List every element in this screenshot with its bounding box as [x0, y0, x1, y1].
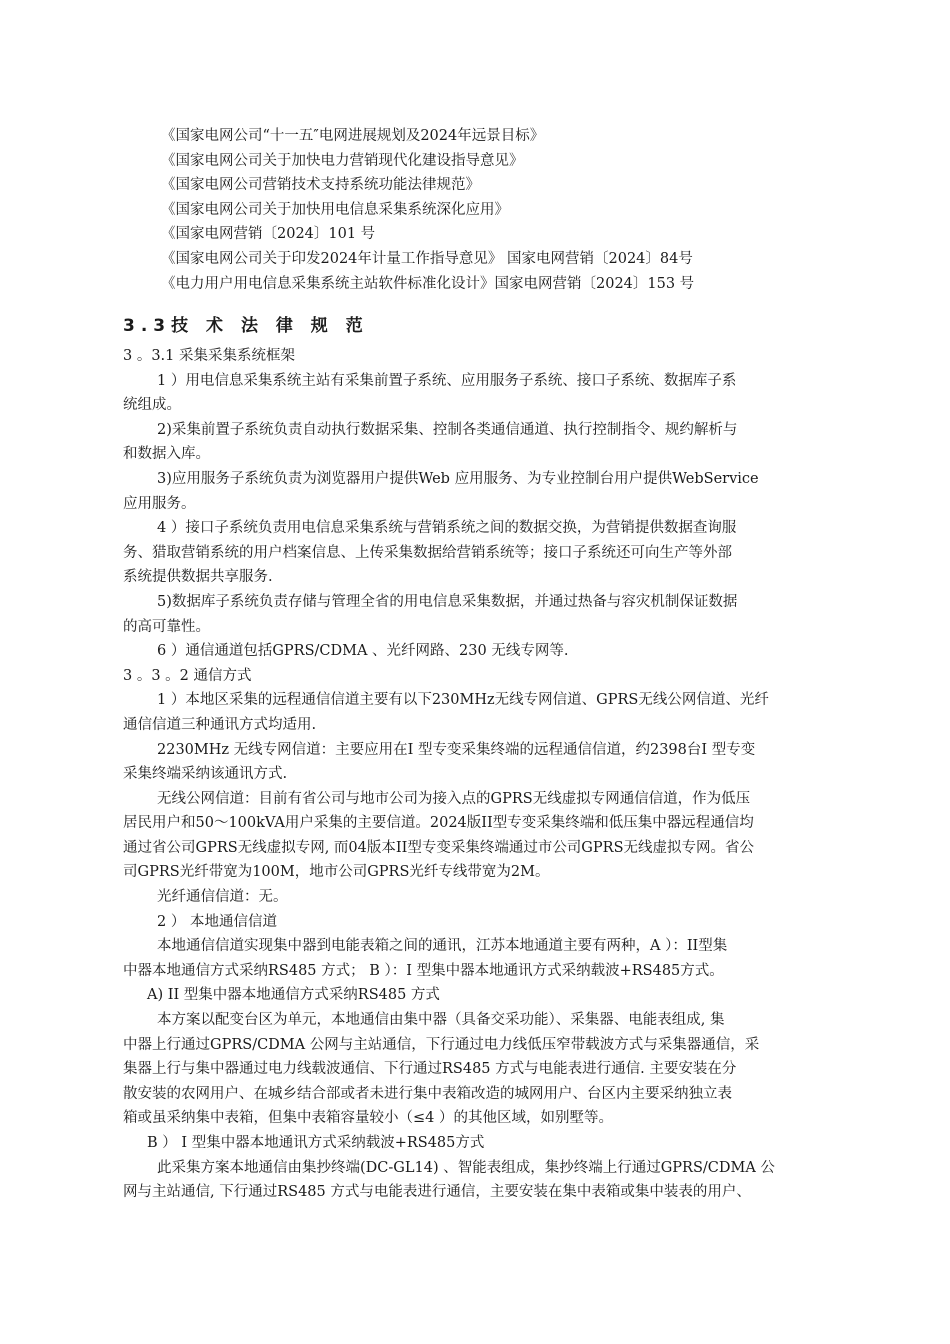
- paragraph-line: B ） I 型集中器本地通讯方式采纳载波+RS485方式: [147, 1135, 485, 1151]
- paragraph-line: 无线公网信道：目前有省公司与地市公司为接入点的GPRS无线虚拟专网通信信道，作为低压: [157, 790, 751, 807]
- reference-item: 《国家电网营销〔2024〕101 号: [161, 226, 376, 243]
- paragraph-line: 6 ）通信通道包括GPRS/CDMA 、光纤网路、230 无线专网等.: [157, 643, 569, 660]
- paragraph-line: 集器上行与集中器通过电力线载波通信、下行通过RS485 方式与电能表进行通信. 主要安装在分: [123, 1061, 737, 1078]
- paragraph-line: 散安装的农网用户、在城乡结合部或者未进行集中表箱改造的城网用户、台区内主要采纳独立表: [123, 1085, 732, 1102]
- paragraph-line: A) II 型集中器本地通信方式采纳RS485 方式: [147, 987, 440, 1004]
- subsection-title: 3 。3 。2 通信方式: [123, 667, 252, 684]
- paragraph-line: 光纤通信信道：无。: [157, 889, 288, 906]
- paragraph-line: 务、猎取营销系统的用户档案信息、上传采集数据给营销系统等；接口子系统还可向生产等外部: [123, 544, 732, 561]
- paragraph-line: 2)采集前置子系统负责自动执行数据采集、控制各类通信通道、执行控制指令、规约解析与: [157, 421, 738, 438]
- section-heading: 3.3技 术 法 律 规 范: [123, 316, 369, 336]
- paragraph-line: 2230MHz 无线专网信道：主要应用在I 型专变采集终端的远程通信信道，约2398台I 型专变: [157, 741, 756, 758]
- paragraph-line: 5)数据库子系统负责存储与管理全省的用电信息采集数据，并通过热备与容灾机制保证数据: [157, 593, 738, 610]
- paragraph-line: 应用服务。: [123, 495, 196, 512]
- paragraph-line: 采集终端采纳该通讯方式.: [123, 766, 288, 783]
- paragraph-line: 2 ） 本地通信信道: [157, 913, 277, 930]
- paragraph-line: 居民用户和50～100kVA用户采集的主要信道。2024版II型专变采集终端和低压集中器远程通信均: [123, 815, 754, 832]
- reference-item: 《国家电网公司关于印发2024年计量工作指导意见》 国家电网营销〔2024〕84号: [161, 250, 693, 267]
- paragraph-line: 本方案以配变台区为单元，本地通信由集中器（具备交采功能）、采集器、电能表组成, 集: [157, 1012, 725, 1029]
- paragraph-line: 系统提供数据共享服务.: [123, 569, 273, 586]
- paragraph-line: 4 ）接口子系统负责用电信息采集系统与营销系统之间的数据交换，为营销提供数据查询服: [157, 520, 737, 537]
- paragraph-line: 和数据入库。: [123, 446, 210, 463]
- reference-item: 《国家电网公司营销技术支持系统功能法律规范》: [161, 177, 480, 194]
- reference-item: 《国家电网公司关于加快用电信息采集系统深化应用》: [161, 201, 509, 218]
- paragraph-line: 网与主站通信, 下行通过RS485 方式与电能表进行通信，主要安装在集中表箱或集中装表的用户、: [123, 1184, 751, 1201]
- paragraph-line: 中器本地通信方式采纳RS485 方式； B ）：I 型集中器本地通讯方式采纳载波+RS485方式。: [123, 962, 724, 979]
- paragraph-line: 统组成。: [123, 397, 181, 414]
- reference-item: 《国家电网公司关于加快电力营销现代化建设指导意见》: [161, 152, 524, 169]
- paragraph-line: 1 ）用电信息采集系统主站有采集前置子系统、应用服务子系统、接口子系统、数据库子系: [157, 372, 737, 389]
- paragraph-line: 箱或虽采纳集中表箱，但集中表箱容量较小（≤4 ）的其他区域，如别墅等。: [123, 1110, 613, 1127]
- paragraph-line: 此采集方案本地通信由集抄终端(DC-GL14) 、智能表组成，集抄终端上行通过GPRS/CDMA 公: [157, 1159, 775, 1176]
- reference-item: 《国家电网公司“十一五″电网进展规划及2024年远景目标》: [161, 128, 545, 144]
- paragraph-line: 的高可靠性。: [123, 618, 210, 635]
- paragraph-line: 通过省公司GPRS无线虚拟专网, 而04版本II型专变采集终端通过市公司GPRS无线虚拟专网。省公: [123, 839, 755, 856]
- subsection-title: 3 。3.1 采集采集系统框架: [123, 348, 296, 364]
- paragraph-line: 1 ）本地区采集的远程通信信道主要有以下230MHz无线专网信道、GPRS无线公网信道、光纤: [157, 692, 769, 709]
- paragraph-line: 司GPRS光纤带宽为100M，地市公司GPRS光纤专线带宽为2M。: [123, 864, 550, 881]
- paragraph-line: 通信信道三种通讯方式均适用.: [123, 716, 317, 733]
- section-body: [123, 344, 833, 1205]
- reference-list: [161, 124, 841, 296]
- paragraph-line: 3)应用服务子系统负责为浏览器用户提供Web 应用服务、为专业控制台用户提供WebService: [157, 470, 759, 487]
- paragraph-line: 中器上行通过GPRS/CDMA 公网与主站通信，下行通过电力线低压窄带载波方式与采集器通信，采: [123, 1036, 760, 1053]
- reference-item: 《电力用户用电信息采集系统主站软件标准化设计》国家电网营销〔2024〕153 号: [161, 275, 695, 292]
- paragraph-line: 本地通信信道实现集中器到电能表箱之间的通讯，江苏本地通道主要有两种，A ）：II型集: [157, 938, 728, 955]
